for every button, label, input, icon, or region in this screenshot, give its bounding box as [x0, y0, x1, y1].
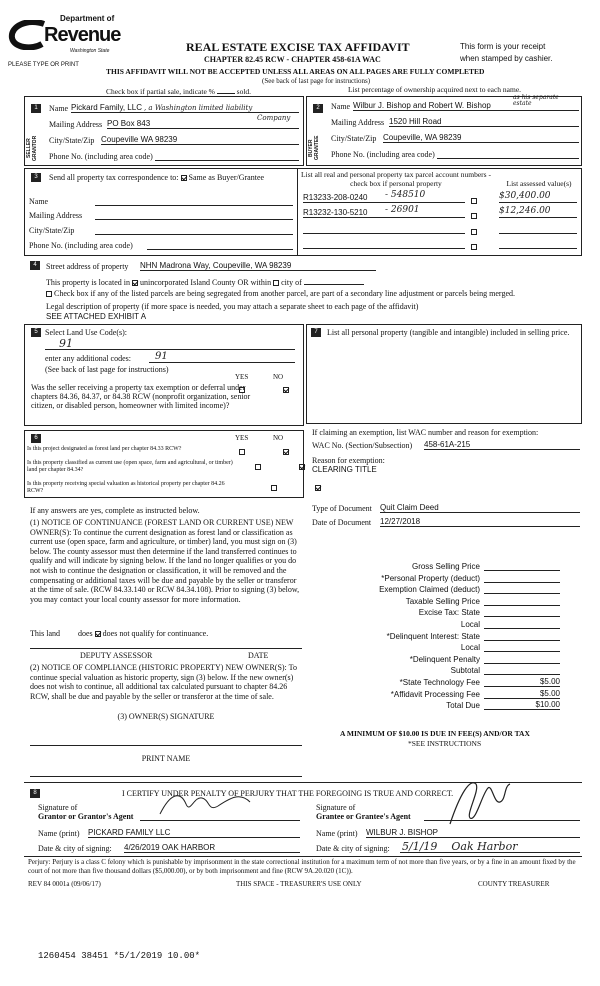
parcel-personal-checkbox[interactable]	[471, 198, 477, 204]
fee-value: $5.00	[539, 688, 560, 698]
buyer-name-field[interactable]	[353, 94, 579, 111]
grantee-sig-label-2: Grantee or Grantee's Agent	[316, 812, 411, 821]
forest-yes-checkbox[interactable]	[239, 449, 245, 455]
parcel-number[interactable]: R13233-208-0240	[303, 193, 465, 203]
seller-addr-field[interactable]	[107, 114, 299, 129]
buyer-grantee-label: BUYER GRANTEE	[308, 135, 320, 161]
fee-value: $5.00	[539, 677, 560, 686]
partial-sale-field[interactable]	[217, 86, 235, 94]
seller-addr-label: Mailing Address	[49, 120, 103, 129]
historic-question: Is this property receiving special valuation as historical property per chapter 84.26 RCW?	[27, 481, 225, 494]
fee-field[interactable]	[484, 620, 560, 629]
seller-phone-field[interactable]	[155, 151, 299, 161]
form-title: REAL ESTATE EXCISE TAX AFFIDAVIT	[186, 40, 410, 54]
fee-field[interactable]	[484, 632, 560, 641]
doc-type-field[interactable]: Quit Claim Deed	[380, 503, 580, 513]
grantee-date-label: Date & city of signing:	[316, 844, 390, 853]
seller-name-hand: , a Washington limited liability	[143, 104, 253, 112]
corr-name-label: Name	[29, 197, 49, 206]
instructions-note: (See back of last page for instructions)	[262, 77, 371, 85]
section-5-land-use	[24, 324, 304, 426]
parcel-assessed-value[interactable]	[499, 224, 577, 234]
logo-state: Washington State	[70, 48, 110, 54]
logo-name: Revenue	[44, 24, 121, 46]
location-line	[46, 277, 364, 287]
fee-label: *Affidavit Processing Fee	[390, 689, 480, 699]
grantee-signature-icon	[420, 774, 520, 834]
buyer-city-field[interactable]	[383, 133, 579, 143]
fee-label: Gross Selling Price	[411, 562, 480, 571]
buyer-phone-field[interactable]	[437, 149, 579, 159]
fee-field[interactable]	[484, 574, 560, 583]
corr-city-label: City/State/Zip	[29, 226, 75, 235]
fee-label: *State Technology Fee	[399, 678, 480, 687]
corr-phone-label: Phone No. (including area code)	[29, 241, 133, 250]
segregated-checkbox[interactable]	[46, 291, 52, 297]
unincorporated-text: unincorporated Island County OR within	[139, 278, 272, 287]
section-7-personal-property	[306, 324, 582, 424]
yes-header: YES	[235, 373, 249, 381]
owner-signature-line[interactable]	[30, 745, 302, 746]
corr-phone-field[interactable]	[147, 240, 293, 250]
county-treasurer: COUNTY TREASURER	[478, 880, 550, 888]
parcel-assessed-value[interactable]: $30,400.00	[499, 191, 577, 203]
city-of-field[interactable]	[304, 277, 364, 285]
segregated-line	[46, 289, 582, 298]
section-7-number: 7	[311, 328, 321, 337]
reason-label: Reason for exemption:	[312, 456, 385, 465]
buyer-addr-field[interactable]	[389, 117, 579, 127]
current-use-question: Is this property classified as current use (open space, farm and agricultural, or timber) land per chapter 84.34?	[27, 460, 233, 473]
assessor-date-label: DATE	[248, 651, 269, 660]
buyer-name-hand: as his separate estate	[513, 94, 559, 107]
buyer-phone-label: Phone No. (including area code)	[331, 150, 435, 159]
street-field[interactable]: NHN Madrona Way, Coupeville, WA 98239	[140, 261, 376, 271]
additional-codes-field[interactable]: 91	[149, 351, 295, 363]
receipt-note-2: when stamped by cashier.	[460, 54, 553, 63]
fee-label: Taxable Selling Price	[405, 596, 480, 606]
parcel-hand: - 548510	[385, 190, 426, 200]
located-text: This property is located in	[46, 278, 130, 287]
fee-label: *Personal Property (deduct)	[381, 573, 480, 583]
section-6-designation	[24, 430, 304, 498]
historic-yes-checkbox[interactable]	[271, 485, 277, 491]
no-header: NO	[273, 434, 284, 442]
fee-field[interactable]	[484, 597, 560, 606]
grantor-date-field[interactable]: 4/26/2019 OAK HARBOR	[124, 843, 300, 853]
reason-value[interactable]: CLEARING TITLE	[312, 465, 377, 474]
owner-signature-label: (3) OWNER(S) SIGNATURE	[117, 712, 215, 721]
parcel-assessed-value[interactable]	[499, 239, 577, 249]
form-number: REV 84 0001a (09/06/17)	[28, 880, 101, 888]
exempt-no-checkbox[interactable]	[283, 387, 289, 393]
section-2-buyer	[306, 96, 582, 166]
does-not-text: does not qualify for continuance.	[102, 629, 209, 638]
grantee-date-field[interactable]	[400, 840, 580, 853]
parcel-row	[303, 239, 579, 250]
parcel-assessed-value[interactable]: $12,246.00	[499, 206, 577, 218]
grantor-signature-icon	[150, 784, 300, 824]
partial-sale-text: Check box if partial sale, indicate %	[106, 87, 215, 96]
does-not-checkbox[interactable]	[95, 631, 101, 637]
section-3-number: 3	[31, 173, 41, 182]
section-5-number: 5	[31, 328, 41, 337]
fee-field[interactable]	[484, 585, 560, 594]
grantor-date-label: Date & city of signing:	[38, 844, 112, 853]
section-2-number: 2	[313, 104, 323, 113]
parcel-personal-checkbox[interactable]	[471, 213, 477, 219]
buyer-name-value: Wilbur J. Bishop and Robert W. Bishop	[353, 101, 491, 110]
fee-label: Exemption Claimed (deduct)	[379, 585, 480, 595]
notice-compliance: (2) NOTICE OF COMPLIANCE (HISTORIC PROPERTY) NEW OWNER(S): To continue special valuation as historic property, sign (3) below. If the new owner(s) does not wish to continue, all additional tax calculated pursuant to chapter 84.26 RCW, shall be due and payable by the seller or transferor at the time of sale.	[30, 663, 297, 701]
print-name-label: PRINT NAME	[141, 754, 191, 763]
fee-label: Excise Tax: State	[418, 608, 480, 618]
segregated-text: Check box if any of the listed parcels are being segregated from another parcel, are part of a secondary line adjustment or parcels being merged.	[54, 289, 515, 298]
parcel-personal-checkbox[interactable]	[471, 244, 477, 250]
form-warning: THIS AFFIDAVIT WILL NOT BE ACCEPTED UNLESS ALL AREAS ON ALL PAGES ARE FULLY COMPLETED	[106, 67, 485, 76]
dor-logo	[8, 14, 126, 64]
parcel-number[interactable]: R13232-130-5210	[303, 208, 465, 218]
this-land-text: This land	[30, 629, 60, 638]
seller-addr-hand: Company	[257, 114, 291, 122]
seller-city-label: City/State/Zip	[49, 136, 95, 145]
wac-intro: If claiming an exemption, list WAC number and reason for exemption:	[312, 428, 539, 437]
seller-name-field[interactable]	[71, 103, 299, 113]
buyer-city-value: Coupeville, WA 98239	[383, 133, 462, 142]
seller-grantor-label: SELLER GRANTOR	[26, 135, 38, 161]
fee-field[interactable]	[484, 562, 560, 571]
legal-value[interactable]: SEE ATTACHED EXHIBIT A	[46, 312, 147, 321]
parcel-row	[303, 205, 579, 219]
fee-label: Total Due	[446, 701, 480, 711]
buyer-addr-label: Mailing Address	[331, 118, 385, 127]
buyer-addr-value: 1520 Hill Road	[389, 117, 442, 126]
fee-label: *Delinquent Penalty	[409, 654, 480, 664]
grantee-print-field[interactable]: WILBUR J. BISHOP	[366, 828, 580, 838]
parcel-number[interactable]	[303, 224, 465, 234]
deputy-assessor-label: DEPUTY ASSESSOR	[80, 651, 153, 660]
city-of-text: city of	[281, 278, 302, 287]
same-as-buyer-label: Same as Buyer/Grantee	[188, 173, 265, 182]
footer-line	[24, 856, 582, 857]
yes-header: YES	[235, 434, 249, 442]
grantor-sig-label-2: Grantor or Grantor's Agent	[38, 812, 134, 821]
form-subtitle: CHAPTER 82.45 RCW - CHAPTER 458-61A WAC	[204, 55, 381, 64]
section-8-number: 8	[30, 789, 40, 798]
buyer-name-label: Name	[331, 102, 351, 111]
additional-codes-label: enter any additional codes:	[45, 354, 131, 363]
legal-label: Legal description of property (if more space is needed, you may attach a separate sheet to each page of the affidavit)	[46, 302, 419, 311]
notice-continuance: (1) NOTICE OF CONTINUANCE (FOREST LAND OR CURRENT USE) NEW OWNER(S): To continue the current designation as forest land or classification as current use (open space, farm and agriculture, or timber) land, you must sign on (3) below. The county assessor must then determine if the land transferred continues to qualify and will indicate by signing below. If the land no longer qualifies or you do not wish to continue the designation or classification, it will be removed and the compensating or additional taxes will be due and payable by the seller or transferor at the time of sale. (RCW 84.33.140 or RCW 84.34.108). Prior to signing (3) below, you may contact your local county assessor for more information.	[30, 518, 300, 604]
section-6-number: 6	[31, 434, 41, 443]
sold-text: sold.	[236, 87, 252, 96]
doc-type-label: Type of Document	[312, 504, 372, 513]
percentage-note: List percentage of ownership acquired next to each name.	[348, 85, 522, 94]
section-1-seller	[24, 96, 304, 166]
parcel-row	[303, 190, 579, 204]
no-header: NO	[273, 373, 284, 381]
seller-name-label: Name	[49, 104, 69, 113]
grantee-date-value: 5/1/19	[402, 840, 438, 853]
see-instructions: *SEE INSTRUCTIONS	[408, 739, 482, 748]
recording-stamp: 1260454 38451 *5/1/2019 10.00*	[38, 951, 201, 961]
corr-addr-field[interactable]	[95, 210, 293, 220]
exempt-yes-checkbox[interactable]	[239, 387, 245, 393]
unincorporated-checkbox[interactable]	[132, 280, 138, 286]
land-use-field[interactable]: 91	[45, 337, 295, 350]
parcel-row	[303, 224, 579, 235]
fee-label: Subtotal	[450, 666, 480, 676]
grantor-print-field[interactable]: PICKARD FAMILY LLC	[88, 828, 300, 838]
corr-city-field[interactable]	[95, 225, 293, 235]
parcel-header: List all real and personal property tax parcel account numbers - check box if personal property	[301, 170, 491, 188]
fee-label: Local	[460, 620, 480, 629]
seller-phone-label: Phone No. (including area code)	[49, 152, 153, 161]
receipt-note-1: This form is your receipt	[460, 42, 546, 51]
print-name-line[interactable]	[30, 776, 302, 777]
partial-sale-label	[106, 86, 251, 96]
forest-question: Is this project designated as forest land per chapter 84.33 RCW?	[27, 446, 182, 452]
wac-label: WAC No. (Section/Subsection)	[312, 441, 413, 450]
grantee-print-label: Name (print)	[316, 829, 358, 838]
parcel-divider	[297, 169, 298, 255]
same-as-buyer-checkbox[interactable]	[181, 175, 187, 181]
see-back-note: (See back of last page for instructions)	[45, 365, 169, 374]
parcel-number[interactable]	[303, 239, 465, 249]
section-1-number: 1	[31, 104, 41, 113]
section-4-number: 4	[30, 261, 40, 270]
please-type: PLEASE TYPE OR PRINT	[8, 62, 79, 68]
seller-city-field[interactable]	[101, 135, 299, 145]
grantor-sig-label-1: Signature of	[38, 803, 78, 812]
fee-field[interactable]	[484, 643, 560, 652]
perjury-text: Perjury: Perjury is a class C felony which is punishable by imprisonment in the state correctional institution for a maximum term of not more than five years, or by a fine in an amount fixed by the court of not more than five thousand dollars ($5,000.00), or by both imprisonment and fine (RCW 9A.20.020 (1C)).	[28, 858, 576, 875]
minimum-due: A MINIMUM OF $10.00 IS DUE IN FEE(S) AND/OR TAX	[340, 729, 530, 738]
assessed-header: List assessed value(s)	[506, 179, 572, 188]
send-label: Send all property tax correspondence to:	[49, 173, 179, 182]
grantee-sig-label-1: Signature of	[316, 803, 356, 812]
treasurer-space: THIS SPACE - TREASURER'S USE ONLY	[236, 880, 362, 888]
personal-property-label: List all personal property (tangible and intangible) included in selling price.	[327, 328, 570, 337]
logo-dept: Department of	[60, 14, 115, 23]
seller-city-value: Coupeville WA 98239	[101, 135, 178, 144]
corr-name-field[interactable]	[95, 196, 293, 206]
street-label: Street address of property	[46, 262, 129, 271]
current-use-no-checkbox[interactable]	[299, 464, 305, 470]
does-text: does	[78, 629, 93, 638]
buyer-city-label: City/State/Zip	[331, 134, 377, 143]
fee-field[interactable]	[484, 608, 560, 617]
deputy-line	[30, 648, 302, 649]
fee-field[interactable]	[484, 655, 560, 664]
wac-field[interactable]: 458-61A-215	[424, 440, 580, 450]
doc-date-label: Date of Document	[312, 518, 372, 527]
doc-date-field[interactable]: 12/27/2018	[380, 517, 580, 527]
land-use-label: Select Land Use Code(s):	[45, 328, 127, 337]
parcel-hand: - 26901	[385, 205, 420, 215]
grantor-print-label: Name (print)	[38, 829, 80, 838]
section-3-correspondence	[24, 168, 582, 256]
fee-label: Local	[460, 643, 480, 653]
parcel-personal-checkbox[interactable]	[471, 229, 477, 235]
certify-text: I CERTIFY UNDER PENALTY OF PERJURY THAT THE FOREGOING IS TRUE AND CORRECT.	[122, 789, 454, 798]
if-yes-note: If any answers are yes, complete as instructed below.	[30, 506, 200, 515]
send-correspondence	[49, 173, 264, 182]
historic-no-checkbox[interactable]	[315, 485, 321, 491]
continuance-line	[30, 629, 208, 638]
fee-value: $10.00	[535, 700, 560, 710]
exemption-question: Was the seller receiving a property tax exemption or deferral under chapters 84.36, 84.37, or 84.38 RCW (nonprofit organization, senior citizen, or disabled person, homeowner with limited income)?	[31, 383, 251, 410]
grantee-city-value: Oak Harbor	[451, 840, 518, 853]
forest-no-checkbox[interactable]	[283, 449, 289, 455]
corr-addr-label: Mailing Address	[29, 211, 83, 220]
current-use-yes-checkbox[interactable]	[255, 464, 261, 470]
fee-label: *Delinquent Interest: State	[386, 631, 480, 641]
fee-field[interactable]	[484, 666, 560, 675]
seller-name-value: Pickard Family, LLC	[71, 103, 142, 112]
seller-addr-value: PO Box 843	[107, 119, 151, 128]
city-checkbox[interactable]	[273, 280, 279, 286]
